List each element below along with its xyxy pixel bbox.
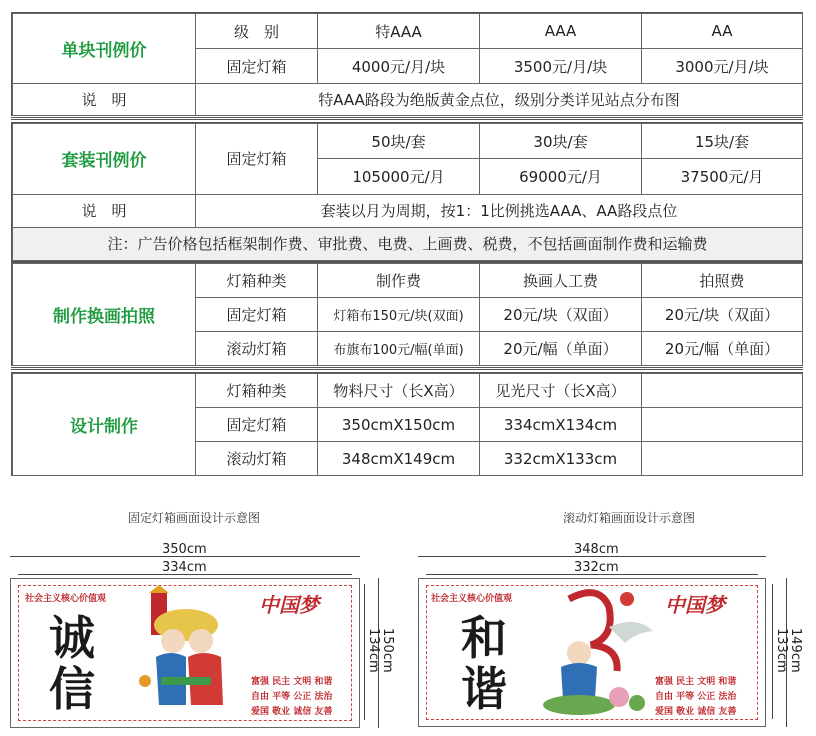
production-table <box>11 262 803 366</box>
header-cell: AAA <box>480 14 642 49</box>
note-text: 套装以月为周期，按1：1比例挑选AAA、AA路段点位 <box>196 194 803 227</box>
header-cell <box>642 374 803 408</box>
table-cell: 3500元/月/块 <box>480 49 642 84</box>
table-cell: 105000元/月 <box>318 159 480 194</box>
table-cell: 布旗布100元/幅(单面) <box>318 332 480 366</box>
table-cell: 20元/幅（单面） <box>480 332 642 366</box>
rolling-lightbox-board <box>418 578 766 727</box>
header-cell: 灯箱种类 <box>196 374 318 408</box>
inner-width-line <box>426 574 758 575</box>
table-cell: 滚动灯箱 <box>196 332 318 366</box>
inner-height-line <box>364 584 365 720</box>
table-cell: 332cmX133cm <box>480 442 642 476</box>
outer-width-line <box>418 556 766 557</box>
inner-width-label: 334cm <box>162 560 207 575</box>
header-cell: 拍照费 <box>642 264 803 298</box>
outer-height-label: 149cm <box>788 628 803 673</box>
china-dream-logo: 中国梦 <box>259 593 319 617</box>
header-cell: 物料尺寸（长X高） <box>318 374 480 408</box>
table-cell: 固定灯箱 <box>196 49 318 84</box>
table-cell: 20元/块（双面） <box>642 298 803 332</box>
table-cell: 30块/套 <box>480 124 642 159</box>
table-cell: 334cmX134cm <box>480 408 642 442</box>
table-cell: 滚动灯箱 <box>196 442 318 476</box>
table-cell: 69000元/月 <box>480 159 642 194</box>
table-cell: 3000元/月/块 <box>642 49 803 84</box>
core-values-list: 富强 民主 文明 和谐 自由 平等 公正 法治 爱国 敬业 诚信 友善 <box>655 677 737 717</box>
table-cell: 15块/套 <box>642 124 803 159</box>
header-cell: 灯箱种类 <box>196 264 318 298</box>
table-cell: 50块/套 <box>318 124 480 159</box>
inner-height-label: 133cm <box>774 628 789 673</box>
divider <box>11 117 803 120</box>
table-cell: 灯箱布150元/块(双面) <box>318 298 480 332</box>
outer-width-label: 350cm <box>162 542 207 557</box>
divider <box>11 367 803 370</box>
slogan-text: 和谐 <box>461 611 507 716</box>
core-values-list: 富强 民主 文明 和谐 自由 平等 公正 法治 爱国 敬业 诚信 友善 <box>251 677 333 717</box>
illustration-image <box>131 585 241 721</box>
table-cell <box>642 408 803 442</box>
table-cell: 4000元/月/块 <box>318 49 480 84</box>
china-dream-logo: 中国梦 <box>665 593 725 617</box>
inner-width-label: 332cm <box>574 560 619 575</box>
table-cell: 20元/块（双面） <box>480 298 642 332</box>
header-cell: 级 别 <box>196 14 318 49</box>
header-cell: AA <box>642 14 803 49</box>
note-text: 特AAA路段为绝版黄金点位，级别分类详见站点分布图 <box>196 84 803 116</box>
illustration-image <box>539 587 659 719</box>
inner-height-line <box>772 584 773 719</box>
package-price-title: 套装刊例价 <box>13 124 196 195</box>
table-cell: 350cmX150cm <box>318 408 480 442</box>
table-cell: 固定灯箱 <box>196 408 318 442</box>
table-cell: 固定灯箱 <box>196 298 318 332</box>
core-values-label: 社会主义核心价值观 <box>25 594 107 604</box>
inner-height-label: 134cm <box>366 628 381 673</box>
single-price-title: 单块刊例价 <box>13 14 196 84</box>
table-cell: 20元/幅（单面） <box>642 332 803 366</box>
header-cell: 特AAA <box>318 14 480 49</box>
outer-height-label: 150cm <box>380 628 395 673</box>
table-cell: 348cmX149cm <box>318 442 480 476</box>
inner-width-line <box>18 574 352 575</box>
design-table <box>11 372 803 476</box>
outer-width-label: 348cm <box>574 542 619 557</box>
production-title: 制作换画拍照 <box>13 264 196 366</box>
package-type: 固定灯箱 <box>196 124 318 195</box>
footnote: 注：广告价格包括框架制作费、审批费、电费、上画费、税费，不包括画面制作费和运输费 <box>13 227 803 260</box>
note-label: 说 明 <box>13 84 196 116</box>
fixed-diagram-caption: 固定灯箱画面设计示意图 <box>128 511 261 525</box>
outer-width-line <box>10 556 360 557</box>
header-cell: 制作费 <box>318 264 480 298</box>
single-price-table <box>11 12 803 116</box>
fixed-lightbox-board <box>10 578 360 728</box>
header-cell: 见光尺寸（长X高） <box>480 374 642 408</box>
core-values-label: 社会主义核心价值观 <box>431 594 513 604</box>
note-label: 说 明 <box>13 194 196 227</box>
header-cell: 换画人工费 <box>480 264 642 298</box>
rolling-diagram-caption: 滚动灯箱画面设计示意图 <box>563 511 696 525</box>
design-title: 设计制作 <box>13 374 196 476</box>
table-cell: 37500元/月 <box>642 159 803 194</box>
package-price-table <box>11 122 803 262</box>
slogan-text: 诚信 <box>49 611 95 716</box>
table-cell <box>642 442 803 476</box>
